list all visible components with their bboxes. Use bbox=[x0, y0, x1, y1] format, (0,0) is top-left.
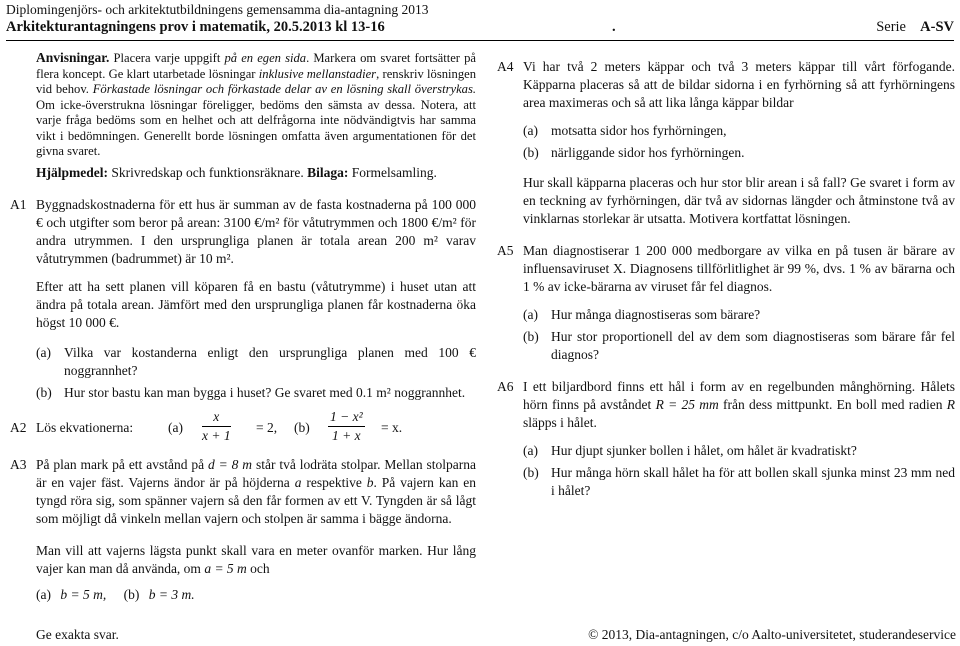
part-label: (a) bbox=[523, 443, 538, 458]
a6-r-value: R = 25 mm bbox=[655, 397, 719, 412]
header-dot: . bbox=[612, 19, 616, 35]
problem-a3-label: A3 bbox=[10, 456, 27, 472]
a3-var-a: a bbox=[294, 474, 302, 490]
part-text: Hur många diagnostiseras som bärare? bbox=[551, 307, 761, 322]
part-label: (b) bbox=[36, 384, 52, 400]
part-text: Hur djupt sjunker bollen i hålet, om hålet är kvadratiskt? bbox=[551, 443, 857, 458]
problem-a5-text: Man diagnostiserar 1 200 000 medborgare av vilka en på tusen är bärare av influensaviruset X. Diagnosens tillförlitlighet är 99 %, dvs. 1 % av bärarna och 1 % av icke-bärarna av viruset får fel diagnos. bbox=[523, 243, 955, 294]
problem-a3-text-2 bbox=[36, 542, 476, 578]
problem-a1-text-1: Byggnadskostnaderna för ett hus är summan av de fasta kostnaderna på 100 000 € och utgifter som beror på arean: 3100 €/m² för våtutrymmen och 1800 €/m² för andra utrymmen. I den ursprungliga planen är totala arean 200 m² varav våtutrymmen (badrummet) är 10 m². bbox=[36, 196, 476, 266]
serie-label: Serie bbox=[876, 19, 906, 35]
instr-text-4: Om icke-överstrukna lösningar föreligger, bedöms den sämsta av dessa. Notera, att varje fråga bedöms som en helhet och att delfrågorna inte nödvändigtvis har samma vikt i bedömningen. Generellt borde lösningen omfatta även argumentationen för det givna svaret. bbox=[36, 97, 476, 158]
instructions bbox=[36, 50, 476, 160]
a3-a-value: a = 5 m bbox=[204, 560, 247, 576]
exam-title: Arkitekturantagningens prov i matematik, 20.5.2013 kl 13-16 bbox=[6, 19, 385, 35]
problem-a2 bbox=[10, 408, 476, 448]
part-label: (a) bbox=[523, 307, 538, 322]
eq-a-numerator: x bbox=[202, 408, 231, 427]
problem-a2-label: A2 bbox=[10, 419, 27, 435]
part-label: (b) bbox=[523, 329, 539, 344]
problem-a6-label: A6 bbox=[497, 379, 514, 394]
problem-a1-part-a bbox=[36, 344, 476, 380]
instr-text-2: . Markera om svaret fortsätter på flera koncept. Ge klart utarbetade lösningar bbox=[36, 51, 476, 81]
a3-text: och bbox=[246, 560, 270, 576]
problem-a2-intro: Lös ekvationerna: bbox=[36, 419, 134, 435]
header-line-2 bbox=[6, 18, 954, 36]
page-header bbox=[6, 2, 954, 36]
problem-a5-part-b bbox=[523, 328, 955, 364]
left-column bbox=[10, 50, 477, 604]
part-label: (a) bbox=[36, 344, 51, 360]
a3-part-b-value: b = 3 m. bbox=[148, 586, 195, 602]
instr-text-1: Placera varje uppgift bbox=[113, 51, 225, 65]
bilaga-label: Bilaga: bbox=[307, 164, 349, 180]
eq-a-label: (a) bbox=[168, 419, 183, 435]
a3-d-value: d = 8 m bbox=[208, 456, 253, 472]
part-text: Vilka var kostanderna enligt den ursprungliga planen med 100 € noggrannhet? bbox=[64, 344, 476, 378]
a3-text: På plan mark på ett avstånd på bbox=[36, 456, 208, 472]
eq-a-fraction bbox=[202, 408, 231, 445]
help-text: Skrivredskap och funktionsräknare. bbox=[108, 164, 308, 180]
problem-a5-part-a bbox=[523, 306, 955, 324]
a6-text: släpps i hålet. bbox=[523, 415, 597, 430]
page-footer bbox=[36, 626, 956, 644]
part-label: (b) bbox=[123, 586, 140, 602]
a3-text: Man vill att vajerns lägsta punkt skall vara en meter ovanför marken. Hur lång vajer kan man då använda, om bbox=[36, 542, 476, 576]
problem-a6-part-b bbox=[523, 464, 955, 500]
eq-b-fraction bbox=[328, 408, 365, 445]
problem-a4-part-b bbox=[523, 144, 955, 162]
eq-b-label: (b) bbox=[294, 419, 310, 435]
copyright-notice: © 2013, Dia-antagningen, c/o Aalto-universitetet, studerandeservice bbox=[588, 627, 956, 642]
problem-a3 bbox=[10, 456, 477, 604]
part-text: motsatta sidor hos fyrhörningen, bbox=[551, 123, 727, 138]
closing-note: Ge exakta svar. bbox=[36, 627, 119, 642]
a3-text: står två lodräta stolpar. Mellan stolparna är en vajer fäst. Vajerns ändor är på höjderna bbox=[36, 456, 477, 490]
help-label: Hjälpmedel: bbox=[36, 164, 108, 180]
right-column bbox=[497, 58, 955, 500]
problem-a1-text-2: Efter att ha sett planen vill köparen få en bastu (våtutrymme) i huset utan att ändra på totala arean. Jämfört med den ursprungliga planen får kostnaderna öka högst 10 000 €. bbox=[36, 278, 476, 330]
problem-a4-part-a bbox=[523, 122, 955, 140]
instructions-label: Anvisningar. bbox=[36, 50, 110, 65]
a6-var-r: R bbox=[946, 397, 955, 412]
bilaga-text: Formelsamling. bbox=[348, 164, 437, 180]
eq-a-rhs: = 2, bbox=[256, 419, 278, 435]
part-label: (a) bbox=[36, 586, 51, 602]
problem-a6-part-a bbox=[523, 442, 955, 460]
problem-a1-part-b bbox=[36, 384, 476, 402]
problem-a5-label: A5 bbox=[497, 243, 514, 258]
problem-a4-text-2: Hur skall käpparna placeras och hur stor blir arean i så fall? Ge svaret i form av en teckning av fyrhörningen, där två av sidornas längder och åtminstone två av vinklarnas storlekar är utsatta. Motivera kortfattat lösningen. bbox=[523, 175, 955, 226]
problem-a1 bbox=[10, 196, 476, 402]
part-text: Hur många hörn skall hålet ha för att bollen skall sjunka minst 23 mm ned i hålet? bbox=[551, 465, 955, 498]
instr-text-3: , renskriv lösningen vid behov. bbox=[36, 66, 477, 96]
part-label: (a) bbox=[523, 123, 538, 138]
eq-b-rhs: = x. bbox=[381, 419, 403, 435]
part-text: Hur stor proportionell del av dem som diagnostiseras som bärare får fel diagnos? bbox=[551, 329, 955, 362]
part-text: Hur stor bastu kan man bygga i huset? Ge svaret med 0.1 m² noggrannhet. bbox=[64, 384, 466, 400]
a6-text: från dess mittpunkt. En boll med radien bbox=[718, 397, 947, 412]
problem-a3-parts bbox=[36, 586, 476, 604]
problem-a1-label: A1 bbox=[10, 196, 27, 212]
problem-a3-text-1 bbox=[36, 456, 476, 528]
problem-a6-text bbox=[523, 378, 955, 432]
a3-text: . På vajern kan en tyngd röra sig, som spänner vajern så den får formen av ett V. Tyngden är så lågt som möjligt då vinkeln mellan vajern och stolpen är samma i bägge ändorna. bbox=[36, 474, 476, 526]
problem-a4 bbox=[497, 58, 955, 228]
a3-var-b: b bbox=[366, 474, 374, 490]
problem-a5 bbox=[497, 242, 955, 364]
eq-a-denominator: x + 1 bbox=[202, 427, 231, 443]
instr-em-2: inklusive mellanstadier bbox=[258, 66, 377, 81]
header-line-1: Diplomingenjörs- och arkitektutbildningens gemensamma dia-antagning 2013 bbox=[6, 2, 429, 17]
a6-text: I ett biljardbord finns ett hål i form av en regelbunden månghörning. Hålets hörn finns på avståndet bbox=[523, 379, 955, 412]
problem-a4-text-1: Vi har två 2 meters käppar och två 3 meters käppar till vårt förfogande. Käpparna placeras så att de bildar sidorna i en fyrhörning så att fyrhörningens area maximeras och så att lika långa käppar bildar bbox=[523, 59, 955, 110]
serie-code: A-SV bbox=[920, 19, 954, 35]
part-text: närliggande sidor hos fyrhörningen. bbox=[551, 145, 745, 160]
header-rule bbox=[6, 40, 954, 41]
instr-em-1: på en egen sida bbox=[224, 51, 307, 65]
a3-text: respektive bbox=[301, 474, 367, 490]
problem-a4-label: A4 bbox=[497, 59, 514, 74]
help-line bbox=[36, 164, 476, 182]
eq-b-numerator: 1 − x² bbox=[328, 408, 365, 427]
part-label: (b) bbox=[523, 145, 539, 160]
part-label: (b) bbox=[523, 465, 539, 480]
instr-em-3: Förkastade lösningar och förkastade delar av en lösning skall överstrykas. bbox=[92, 82, 477, 96]
a3-part-a-value: b = 5 m, bbox=[60, 586, 107, 602]
problem-a6 bbox=[497, 378, 955, 500]
eq-b-denominator: 1 + x bbox=[332, 427, 361, 443]
